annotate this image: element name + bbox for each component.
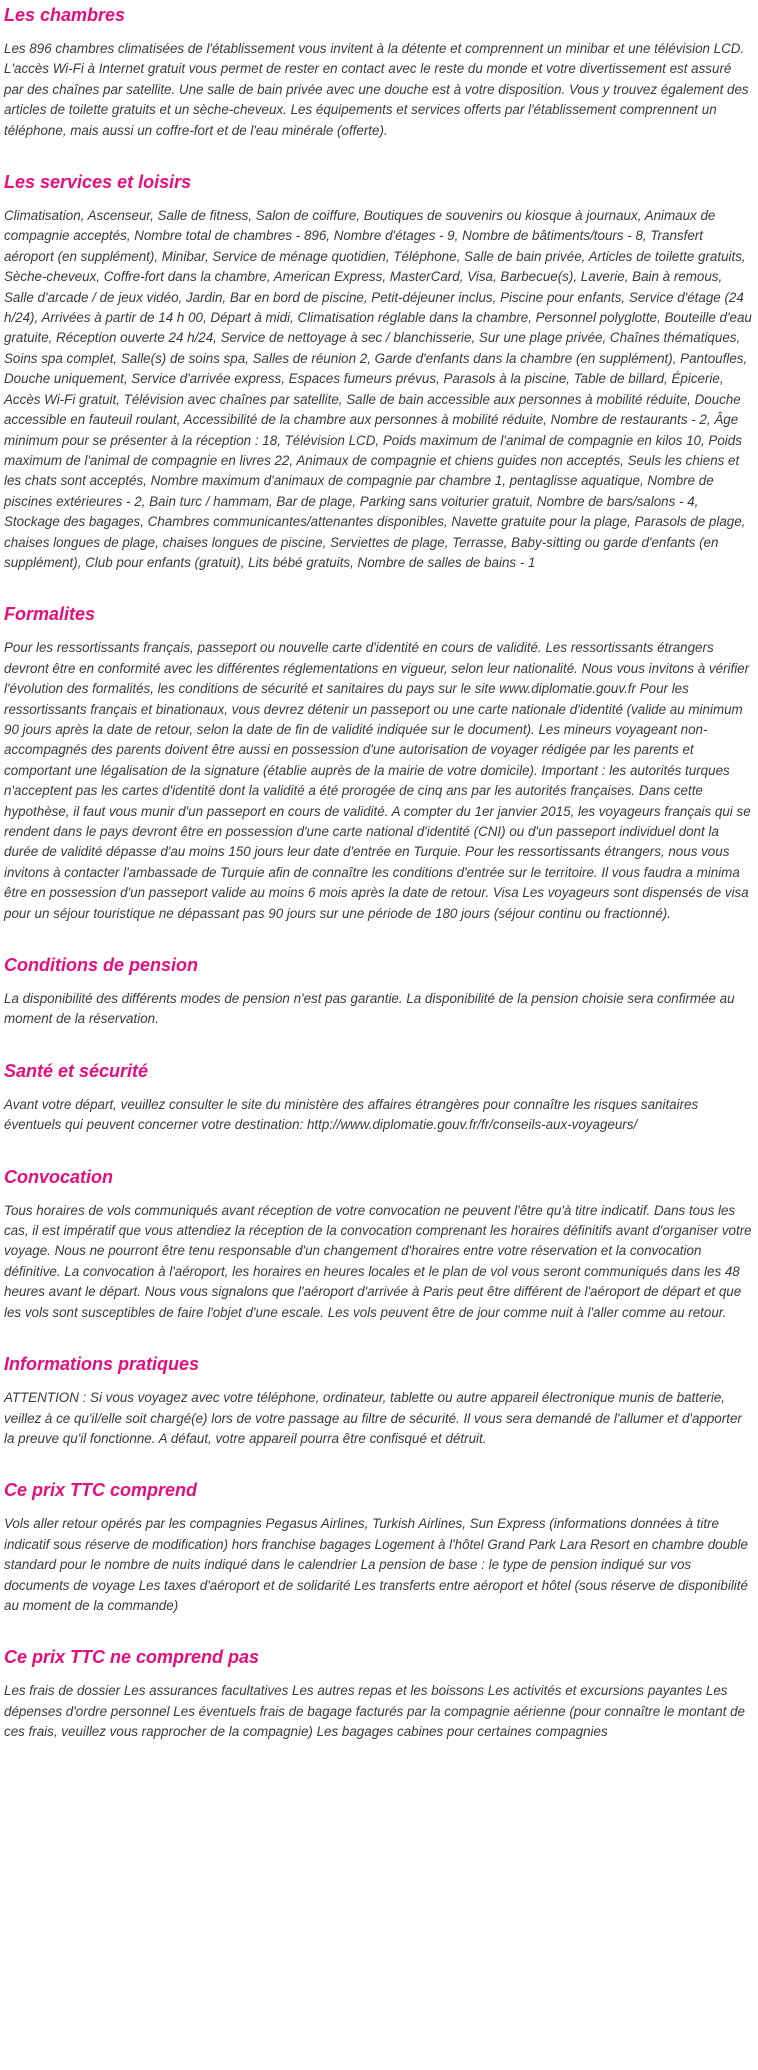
section-body-formalites: Pour les ressortissants français, passeport ou nouvelle carte d'identité en cours de validité. Les ressortissants étrangers devront être en conformité avec les différentes réglementations en vigueur, selon leur nationalité. Nous vous invitons à vérifier l'évolution des formalités, les conditions de sécurité et sanitaires du pays sur le site www.diplomatie.gouv.fr Pour les ressortissants français et binationaux, vous devrez détenir un passeport ou une carte nationale d'identité (valide au minimum 90 jours après la date de retour, selon la date de fin de validité indiquée sur le document). Les mineurs voyageant non-accompagnés des parents doivent être aussi en possession d'une autorisation de voyager rédigée par les parents et comportant une légalisation de la signature (établie auprès de la mairie de votre domicile). Important : les autorités turques n'acceptent pas les cartes d'identité dont la validité a été prorogée de cinq ans par les autorités françaises. Dans cette hypothèse, il faut vous munir d'un passeport en cours de validité. A compter du 1er janvier 2015, les voyageurs français qui se rendent dans le pays devront être en possession d'une carte national d'identité (CNI) ou d'un passeport individuel dont la durée de validité dépasse d'au moins 150 jours leur date d'entrée en Turquie. Pour les ressortissants étrangers, nous vous invitons à contacter l'ambassade de Turquie afin de connaître les conditions d'entrée sur le territoire. Il vous faudra a minima être en possession d'un passeport valide au moins 6 mois après la date de retour. Visa Les voyageurs sont dispensés de visa pour un séjour touristique ne dépassant pas 90 jours sur une période de 180 jours (séjour continu ou fractionné). [4,640,751,921]
section-title-ce-prix-ttc-ne-comprend-pas: Ce prix TTC ne comprend pas [4,1647,260,1668]
section-body-sante-et-securite: Avant votre départ, veuillez consulter le site du ministère des affaires étrangères pour connaître les risques sanitaires éventuels qui peuvent concerner votre destination: http://www.diplomatie.gouv.fr/fr/conseils-aux-voyageurs/ [4,1096,699,1133]
section-body-ce-prix-ttc-ne-comprend-pas: Les frais de dossier Les assurances facultatives Les autres repas et les boissons Les activités et excursions payantes Les dépenses d'ordre personnel Les éventuels frais de bagage facturés par la compagnie aérienne (pour connaître le montant de ces frais, veuillez vous rapprocher de la compagnie) Les bagages cabines pour certaines compagnies [4,1683,746,1740]
section-les-services-et-loisirs [4,171,753,573]
section-body-ce-prix-ttc-comprend: Vols aller retour opérés par les compagnies Pegasus Airlines, Turkish Airlines, Sun Express (informations données à titre indicatif sous réserve de modification) hors franchise bagages Logement à l'hôtel Grand Park Lara Resort en chambre double standard pour le nombre de nuits indiqué dans le calendrier La pension de base : le type de pension indiqué sur vos documents de voyage Les taxes d'aéroport et de solidarité Les transferts entre aéroport et hôtel (sous réserve de disponibilité au moment de la commande) [4,1516,748,1613]
section-body-informations-pratiques: ATTENTION : Si vous voyagez avec votre téléphone, ordinateur, tablette ou autre appareil électronique munis de batterie, veillez à ce qu'il/elle soit chargé(e) lors de votre passage au filtre de sécurité. Il vous sera demandé de l'allumer et d'apporter la preuve qu'il fonctionne. A défaut, votre appareil pourra être confisqué et détruit. [4,1390,742,1446]
section-ce-prix-ttc-comprend [4,1479,753,1616]
section-body-les-chambres: Les 896 chambres climatisées de l'établissement vous invitent à la détente et comprennent un minibar et une télévision LCD. L'accès Wi-Fi à Internet gratuit vous permet de rester en contact avec le reste du monde et votre divertissement est assuré par des chaînes par satellite. Une salle de bain privée avec une douche est à votre disposition. Vous y trouvez également des articles de toilette gratuits et un sèche-cheveux. Les équipements et services offerts par l'établissement comprennent un téléphone, mais aussi un coffre-fort et de l'eau minérale (offerte). [4,41,749,138]
section-les-chambres [4,4,753,141]
section-title-conditions-de-pension: Conditions de pension [4,955,198,976]
section-convocation [4,1166,753,1323]
section-title-les-chambres: Les chambres [4,5,126,25]
section-title-informations-pratiques: Informations pratiques [4,1354,200,1375]
section-conditions-de-pension [4,954,753,1030]
section-title-ce-prix-ttc-comprend: Ce prix TTC comprend [4,1480,198,1501]
section-formalites [4,603,753,924]
section-title-convocation: Convocation [4,1166,114,1187]
section-informations-pratiques [4,1353,753,1449]
section-sante-et-securite [4,1060,753,1136]
section-ce-prix-ttc-ne-comprend-pas [4,1646,753,1742]
section-title-formalites: Formalites [4,604,96,625]
section-title-les-services-et-loisirs: Les services et loisirs [4,172,192,193]
section-body-conditions-de-pension: La disponibilité des différents modes de pension n'est pas garantie. La disponibilité de la pension choisie sera confirmée au moment de la réservation. [4,991,735,1027]
section-body-convocation: Tous horaires de vols communiqués avant réception de votre convocation ne peuvent l'être qu'à titre indicatif. Dans tous les cas, il est impératif que vous attendiez la réception de la convocation comprenant les horaires définitifs avant d'organiser votre voyage. Nous ne pourront être tenu responsable d'un changement d'horaires entre votre réservation et la convocation définitive. La convocation à l'aéroport, les horaires en heures locales et le plan de vol vous seront communiqués dans les 48 heures avant le départ. Nous vous signalons que l'aéroport d'arrivée à Paris peut être différent de l'aéroport de départ et que les vols sont susceptibles de faire l'objet d'une escale. Les vols peuvent être de jour comme nuit à l'aller comme au retour. [4,1202,752,1320]
section-title-sante-et-securite: Santé et sécurité [4,1060,149,1081]
section-body-les-services-et-loisirs: Climatisation, Ascenseur, Salle de fitness, Salon de coiffure, Boutiques de souvenirs ou kiosque à journaux, Animaux de compagnie acceptés, Nombre total de chambres - 896, Nombre d'étages - 9, Nombre de bâtiments/tours - 8, Transfert aéroport (en supplément), Minibar, Service de ménage quotidien, Téléphone, Salle de bain privée, Articles de toilette gratuits, Sèche-cheveux, Coffre-fort dans la chambre, American Express, MasterCard, Visa, Barbecue(s), Laverie, Bain à remous, Salle d'arcade / de jeux vidéo, Jardin, Bar en bord de piscine, Petit-déjeuner inclus, Piscine pour enfants, Service d'étage (24 h/24), Arrivées à partir de 14 h 00, Départ à midi, Climatisation réglable dans la chambre, Personnel polyglotte, Bouteille d'eau gratuite, Réception ouverte 24 h/24, Service de nettoyage à sec / blanchisserie, Sur une plage privée, Chaînes thématiques, Soins spa complet, Salle(s) de soins spa, Salles de réunion 2, Garde d'enfants dans la chambre (en supplément), Pantoufles, Douche uniquement, Service d'arrivée express, Espaces fumeurs prévus, Parasols à la piscine, Table de billard, Épicerie, Accès Wi-Fi gratuit, Télévision avec chaînes par satellite, Salle de bain accessible aux personnes à mobilité réduite, Douche accessible en fauteuil roulant, Accessibilité de la chambre aux personnes à mobilité réduite, Nombre de restaurants - 2, Âge minimum pour se présenter à la réception : 18, Télévision LCD, Poids maximum de l'animal de compagnie en kilos 10, Poids maximum de l'animal de compagnie en livres 22, Animaux de compagnie et chiens guides non acceptés, Seuls les chiens et les chats sont acceptés, Nombre maximum d'animaux de compagnie par chambre 1, pentaglisse aquatique, Nombre de piscines extérieures - 2, Bain turc / hammam, Bar de plage, Parking sans voiturier gratuit, Nombre de bars/salons - 4, Stockage des bagages, Chambres communicantes/attenantes disponibles, Navette gratuite pour la plage, Parasols de plage, chaises longues de plage, chaises longues de piscine, Serviettes de plage, Terrasse, Baby-sitting ou garde d'enfants (en supplément), Club pour enfants (gratuit), Lits bébé gratuits, Nombre de salles de bains - 1 [4,208,752,570]
